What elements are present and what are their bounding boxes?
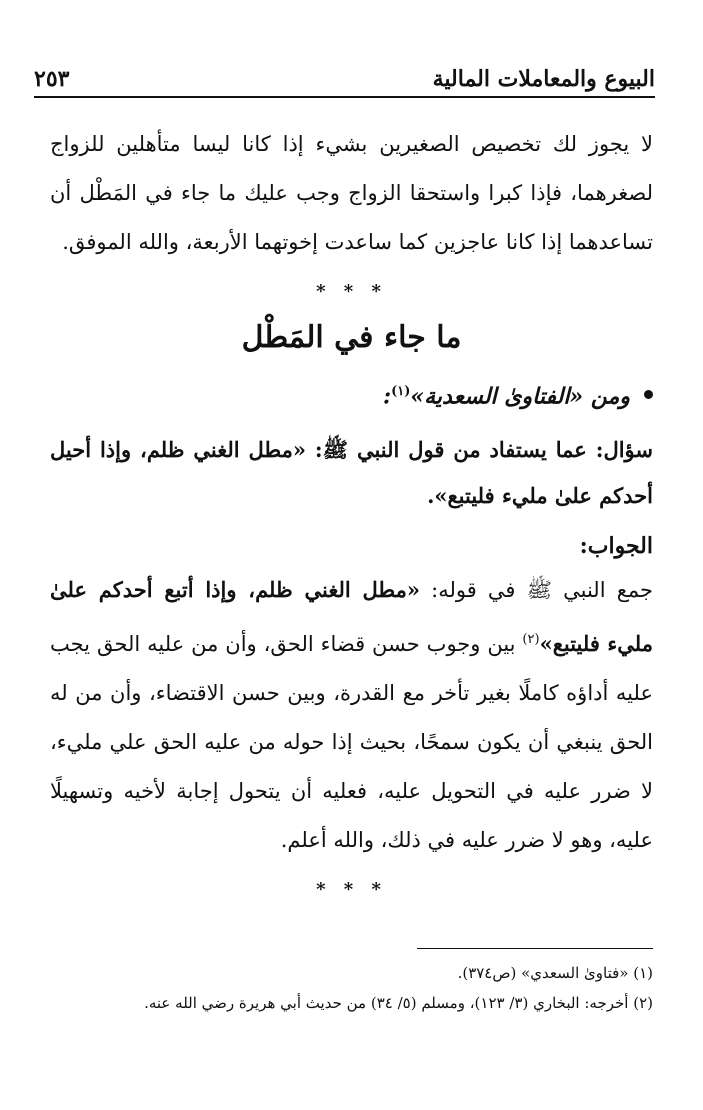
page-header	[34, 56, 655, 94]
footnotes	[50, 958, 653, 1018]
source-citation	[50, 369, 653, 419]
footnote-ref-2: (٢)	[522, 632, 540, 648]
answer-paragraph	[50, 565, 653, 865]
running-title: البيوع والمعاملات المالية	[432, 66, 655, 92]
section-separator: * * *	[316, 281, 387, 302]
hadith-quote: «مطل الغني ظلم، وإذا أتبع أحدكم علىٰ مليء فليتبع»	[50, 577, 653, 657]
bullet-icon	[644, 390, 653, 399]
intro-paragraph: لا يجوز لك تخصيص الصغيرين بشيء إذا كانا ليسا متأهلين للزواج لصغرهما، فإذا كبرا واستحقا الزواج وجب عليك ما جاء في المَطْل أن تساعدهما إذا كانا عاجزين كما ساعدت إخوتهما الأربعة، والله الموفق.	[50, 132, 653, 254]
header-rule	[34, 96, 655, 98]
answer-body: بين وجوب حسن قضاء الحق، وأن من عليه الحق يجب عليه أداؤه كاملًا بغير تأخر مع القدرة، وبين حسن الاقتضاء، وأن من له الحق ينبغي أن يكون سمحًا، بحيث إذا حوله من عليه الحق علي مليء، لا ضرر عليه في التحويل عليه، فعليه أن يتحول إجابة لأخيه وتسهيلًا عليه، وهو لا ضرر عليه في ذلك، والله أعلم.	[50, 632, 653, 853]
answer-label: الجواب:	[579, 533, 653, 560]
footnote-ref-1: (١)	[391, 384, 411, 399]
answer-lead: جمع النبي ﷺ في قوله:	[420, 578, 653, 603]
source-text: ومن «الفتاوىٰ السعدية»$^{(١)}$:	[382, 383, 630, 410]
footnote-2: (٢) أخرجه: البخاري (٣/ ١٢٣)، ومسلم (٥/ ٣٤) من حديث أبي هريرة رضي الله عنه.	[144, 994, 653, 1012]
section-separator-end: * * *	[316, 879, 387, 901]
main-content	[50, 120, 653, 910]
section-heading: ما جاء في المَطْل	[241, 320, 462, 355]
footnote-1: (١) «فتاوىٰ السعدي» (ص٣٧٤).	[457, 964, 653, 982]
page-number: ٢٥٣	[34, 66, 70, 92]
question-text: سؤال: عما يستفاد من قول النبي ﷺ: «مطل الغني ظلم، وإذا أحيل أحدكم علىٰ مليء فليتبع».	[50, 437, 653, 509]
footnote-rule	[417, 948, 653, 949]
